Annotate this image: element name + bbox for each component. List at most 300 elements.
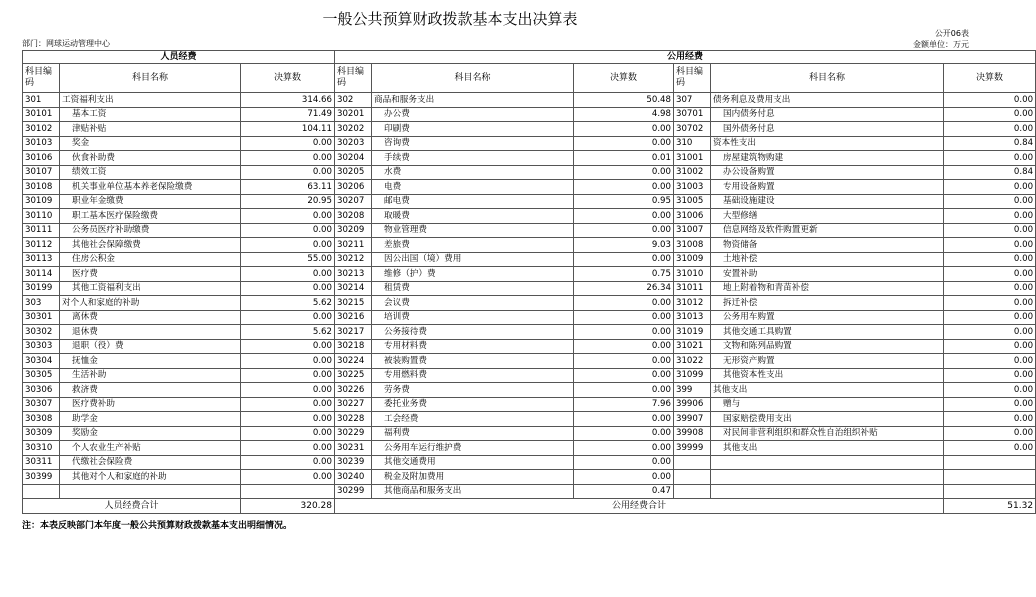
cell-code: 30217 — [335, 325, 372, 340]
cell-code: 39906 — [674, 397, 711, 412]
cell-name: 福利费 — [372, 426, 574, 441]
cell-amount: 0.00 — [944, 122, 1036, 137]
cell-name: 公务员医疗补助缴费 — [60, 223, 241, 238]
cell-name: 物资储备 — [711, 238, 944, 253]
table-row — [23, 296, 1036, 311]
cell-name: 公务用车购置 — [711, 310, 944, 325]
cell-code: 31022 — [674, 354, 711, 369]
cell-amount: 0.00 — [574, 368, 674, 383]
group-personnel: 人员经费 — [23, 51, 335, 64]
cell-amount — [944, 484, 1036, 499]
cell-code: 30106 — [23, 151, 60, 166]
table-row — [23, 484, 1036, 499]
table-row — [23, 151, 1036, 166]
cell-name: 印刷费 — [372, 122, 574, 137]
table-row — [23, 455, 1036, 470]
cell-amount: 0.00 — [574, 412, 674, 427]
cell-code: 310 — [674, 136, 711, 151]
cell-name: 手续费 — [372, 151, 574, 166]
cell-amount: 0.00 — [241, 470, 335, 485]
cell-code: 30702 — [674, 122, 711, 137]
cell-name: 维修（护）费 — [372, 267, 574, 282]
cell-amount: 0.00 — [241, 238, 335, 253]
cell-amount: 5.62 — [241, 325, 335, 340]
cell-code: 31012 — [674, 296, 711, 311]
table-row — [23, 238, 1036, 253]
unit-label: 金额单位：万元 — [913, 40, 969, 49]
cell-amount: 0.00 — [241, 223, 335, 238]
cell-name: 土地补偿 — [711, 252, 944, 267]
cell-amount: 0.01 — [574, 151, 674, 166]
header-code: 科目编码 — [674, 64, 711, 93]
cell-name: 资本性支出 — [711, 136, 944, 151]
cell-name: 取暖费 — [372, 209, 574, 224]
cell-amount: 0.00 — [241, 397, 335, 412]
cell-name: 专用材料费 — [372, 339, 574, 354]
cell-name: 住房公积金 — [60, 252, 241, 267]
cell-amount: 71.49 — [241, 107, 335, 122]
cell-name: 地上附着物和青苗补偿 — [711, 281, 944, 296]
cell-name: 培训费 — [372, 310, 574, 325]
cell-code: 30114 — [23, 267, 60, 282]
cell-amount: 0.00 — [574, 180, 674, 195]
cell-name: 其他工资福利支出 — [60, 281, 241, 296]
cell-code: 31099 — [674, 368, 711, 383]
cell-amount: 0.00 — [944, 426, 1036, 441]
cell-code: 30225 — [335, 368, 372, 383]
cell-code: 30310 — [23, 441, 60, 456]
cell-amount: 0.00 — [241, 281, 335, 296]
cell-amount: 0.00 — [944, 339, 1036, 354]
cell-amount: 0.00 — [241, 412, 335, 427]
cell-code: 31009 — [674, 252, 711, 267]
cell-amount: 0.00 — [574, 383, 674, 398]
cell-code: 31001 — [674, 151, 711, 166]
cell-code: 30227 — [335, 397, 372, 412]
cell-code: 30203 — [335, 136, 372, 151]
cell-code: 30304 — [23, 354, 60, 369]
table-row — [23, 441, 1036, 456]
personnel-total-value: 320.28 — [241, 499, 335, 514]
cell-amount: 0.00 — [574, 354, 674, 369]
cell-name: 退休费 — [60, 325, 241, 340]
cell-name: 退职（役）费 — [60, 339, 241, 354]
cell-amount: 0.00 — [574, 252, 674, 267]
expenditure-table — [22, 50, 1036, 514]
cell-code: 30240 — [335, 470, 372, 485]
header-amount: 决算数 — [944, 64, 1036, 93]
table-row — [23, 267, 1036, 282]
cell-name: 抚恤金 — [60, 354, 241, 369]
cell-name: 工资福利支出 — [60, 93, 241, 108]
table-row — [23, 107, 1036, 122]
cell-code: 30215 — [335, 296, 372, 311]
cell-amount: 0.00 — [241, 383, 335, 398]
cell-code: 30302 — [23, 325, 60, 340]
cell-amount: 0.75 — [574, 267, 674, 282]
cell-code: 30224 — [335, 354, 372, 369]
cell-name: 职工基本医疗保险缴费 — [60, 209, 241, 224]
cell-code: 30311 — [23, 455, 60, 470]
cell-name: 拆迁补偿 — [711, 296, 944, 311]
cell-amount: 0.00 — [944, 310, 1036, 325]
cell-name: 基础设施建设 — [711, 194, 944, 209]
cell-code: 30201 — [335, 107, 372, 122]
cell-code: 31013 — [674, 310, 711, 325]
cell-name: 其他对个人和家庭的补助 — [60, 470, 241, 485]
cell-code: 30231 — [335, 441, 372, 456]
table-row — [23, 383, 1036, 398]
cell-code: 30204 — [335, 151, 372, 166]
table-row — [23, 325, 1036, 340]
cell-name: 税金及附加费用 — [372, 470, 574, 485]
department-label: 部门：网球运动管理中心 — [22, 39, 110, 48]
cell-name: 救济费 — [60, 383, 241, 398]
cell-amount: 0.00 — [574, 136, 674, 151]
cell-amount: 0.00 — [944, 151, 1036, 166]
cell-code: 30110 — [23, 209, 60, 224]
cell-amount: 0.00 — [574, 455, 674, 470]
cell-name: 对个人和家庭的补助 — [60, 296, 241, 311]
public-total-value: 51.32 — [944, 499, 1036, 514]
table-row — [23, 339, 1036, 354]
cell-code: 30211 — [335, 238, 372, 253]
cell-code — [674, 484, 711, 499]
cell-amount: 7.96 — [574, 397, 674, 412]
cell-amount — [944, 455, 1036, 470]
cell-name: 其他交通费用 — [372, 455, 574, 470]
cell-amount: 0.00 — [574, 122, 674, 137]
table-row — [23, 122, 1036, 137]
table-row — [23, 165, 1036, 180]
table-row — [23, 426, 1036, 441]
cell-code: 31008 — [674, 238, 711, 253]
footnote: 注：本表反映部门本年度一般公共预算财政拨款基本支出明细情况。 — [22, 521, 293, 531]
cell-name: 劳务费 — [372, 383, 574, 398]
cell-name: 对民间非营利组织和群众性自治组织补贴 — [711, 426, 944, 441]
cell-amount: 0.00 — [944, 397, 1036, 412]
cell-code — [674, 455, 711, 470]
table-row — [23, 412, 1036, 427]
form-number: 公开06表 — [934, 29, 969, 38]
cell-code: 30216 — [335, 310, 372, 325]
header-amount: 决算数 — [574, 64, 674, 93]
cell-code: 39908 — [674, 426, 711, 441]
cell-name: 邮电费 — [372, 194, 574, 209]
cell-code: 30102 — [23, 122, 60, 137]
cell-name: 其他交通工具购置 — [711, 325, 944, 340]
cell-code: 30303 — [23, 339, 60, 354]
cell-name: 差旅费 — [372, 238, 574, 253]
cell-name: 公务用车运行维护费 — [372, 441, 574, 456]
cell-name: 委托业务费 — [372, 397, 574, 412]
cell-name: 无形资产购置 — [711, 354, 944, 369]
cell-code: 30206 — [335, 180, 372, 195]
cell-code: 31002 — [674, 165, 711, 180]
cell-code: 30299 — [335, 484, 372, 499]
cell-amount: 0.00 — [574, 296, 674, 311]
cell-name: 商品和服务支出 — [372, 93, 574, 108]
cell-name: 被装购置费 — [372, 354, 574, 369]
cell-name: 国内债务付息 — [711, 107, 944, 122]
cell-name: 安置补助 — [711, 267, 944, 282]
table-row — [23, 281, 1036, 296]
cell-amount: 4.98 — [574, 107, 674, 122]
cell-amount — [241, 484, 335, 499]
cell-code: 30239 — [335, 455, 372, 470]
cell-amount: 0.84 — [944, 165, 1036, 180]
cell-name: 物业管理费 — [372, 223, 574, 238]
cell-code: 30228 — [335, 412, 372, 427]
cell-code: 39999 — [674, 441, 711, 456]
cell-code: 31011 — [674, 281, 711, 296]
cell-amount — [944, 470, 1036, 485]
cell-name: 其他支出 — [711, 383, 944, 398]
cell-name — [711, 484, 944, 499]
cell-code: 31003 — [674, 180, 711, 195]
cell-amount: 0.00 — [944, 383, 1036, 398]
cell-code: 30202 — [335, 122, 372, 137]
header-name: 科目名称 — [711, 64, 944, 93]
cell-code: 30229 — [335, 426, 372, 441]
cell-code: 31007 — [674, 223, 711, 238]
cell-amount: 314.66 — [241, 93, 335, 108]
cell-name: 咨询费 — [372, 136, 574, 151]
cell-name: 因公出国（境）费用 — [372, 252, 574, 267]
cell-amount: 0.00 — [944, 368, 1036, 383]
cell-code: 31010 — [674, 267, 711, 282]
table-row — [23, 223, 1036, 238]
cell-name — [711, 470, 944, 485]
cell-code: 30308 — [23, 412, 60, 427]
cell-name: 会议费 — [372, 296, 574, 311]
table-row — [23, 310, 1036, 325]
cell-code: 30301 — [23, 310, 60, 325]
cell-amount: 0.00 — [574, 426, 674, 441]
cell-name: 水费 — [372, 165, 574, 180]
cell-name: 助学金 — [60, 412, 241, 427]
cell-name: 电费 — [372, 180, 574, 195]
cell-amount: 0.00 — [574, 325, 674, 340]
cell-amount: 0.00 — [944, 325, 1036, 340]
cell-amount: 0.00 — [944, 107, 1036, 122]
personnel-total-label: 人员经费合计 — [23, 499, 241, 514]
cell-amount: 0.00 — [944, 194, 1036, 209]
cell-name: 其他资本性支出 — [711, 368, 944, 383]
cell-code: 30108 — [23, 180, 60, 195]
cell-amount: 0.00 — [944, 238, 1036, 253]
cell-amount: 0.00 — [241, 209, 335, 224]
table-row — [23, 354, 1036, 369]
cell-name: 其他商品和服务支出 — [372, 484, 574, 499]
cell-amount: 9.03 — [574, 238, 674, 253]
cell-code: 30207 — [335, 194, 372, 209]
cell-name: 职业年金缴费 — [60, 194, 241, 209]
cell-name: 其他社会保障缴费 — [60, 238, 241, 253]
cell-amount: 0.00 — [944, 223, 1036, 238]
cell-amount: 0.00 — [241, 310, 335, 325]
cell-amount: 0.95 — [574, 194, 674, 209]
cell-name: 绩效工资 — [60, 165, 241, 180]
header-amount: 决算数 — [241, 64, 335, 93]
cell-name: 专用燃料费 — [372, 368, 574, 383]
cell-amount: 0.00 — [944, 93, 1036, 108]
cell-name: 奖励金 — [60, 426, 241, 441]
cell-code: 30103 — [23, 136, 60, 151]
cell-name — [711, 455, 944, 470]
cell-name: 租赁费 — [372, 281, 574, 296]
cell-name: 债务利息及费用支出 — [711, 93, 944, 108]
cell-name: 其他支出 — [711, 441, 944, 456]
table-row — [23, 368, 1036, 383]
cell-amount: 104.11 — [241, 122, 335, 137]
cell-code: 30113 — [23, 252, 60, 267]
cell-amount: 0.00 — [241, 151, 335, 166]
cell-amount: 0.00 — [574, 223, 674, 238]
cell-amount: 0.00 — [944, 267, 1036, 282]
table-body — [23, 93, 1036, 499]
cell-amount: 0.00 — [241, 354, 335, 369]
table-row — [23, 209, 1036, 224]
cell-code: 30212 — [335, 252, 372, 267]
cell-code: 307 — [674, 93, 711, 108]
cell-name: 赠与 — [711, 397, 944, 412]
cell-code: 31006 — [674, 209, 711, 224]
cell-code: 30213 — [335, 267, 372, 282]
cell-amount: 0.00 — [241, 165, 335, 180]
cell-name: 奖金 — [60, 136, 241, 151]
cell-amount: 55.00 — [241, 252, 335, 267]
table-row — [23, 194, 1036, 209]
cell-name: 医疗费补助 — [60, 397, 241, 412]
cell-code: 30109 — [23, 194, 60, 209]
cell-name: 国家赔偿费用支出 — [711, 412, 944, 427]
cell-code: 30208 — [335, 209, 372, 224]
cell-code: 39907 — [674, 412, 711, 427]
cell-amount: 0.00 — [241, 455, 335, 470]
cell-name: 医疗费 — [60, 267, 241, 282]
cell-amount: 0.00 — [241, 339, 335, 354]
table-row — [23, 93, 1036, 108]
cell-amount: 0.00 — [241, 136, 335, 151]
cell-name — [60, 484, 241, 499]
cell-name: 基本工资 — [60, 107, 241, 122]
cell-code: 30399 — [23, 470, 60, 485]
cell-code: 30101 — [23, 107, 60, 122]
cell-code: 30306 — [23, 383, 60, 398]
cell-amount: 0.00 — [241, 368, 335, 383]
cell-code: 30107 — [23, 165, 60, 180]
cell-name: 伙食补助费 — [60, 151, 241, 166]
cell-code: 30199 — [23, 281, 60, 296]
cell-amount: 0.00 — [944, 354, 1036, 369]
cell-code: 399 — [674, 383, 711, 398]
cell-code: 301 — [23, 93, 60, 108]
cell-name: 信息网络及软件购置更新 — [711, 223, 944, 238]
group-public: 公用经费 — [335, 51, 1036, 64]
cell-name: 生活补助 — [60, 368, 241, 383]
header-code: 科目编码 — [335, 64, 372, 93]
cell-name: 办公设备购置 — [711, 165, 944, 180]
cell-amount: 0.00 — [944, 441, 1036, 456]
table-row — [23, 470, 1036, 485]
cell-amount: 0.00 — [944, 252, 1036, 267]
cell-name: 公务接待费 — [372, 325, 574, 340]
cell-code — [23, 484, 60, 499]
cell-amount: 0.84 — [944, 136, 1036, 151]
table-row — [23, 252, 1036, 267]
cell-amount: 0.00 — [241, 267, 335, 282]
cell-name: 国外债务付息 — [711, 122, 944, 137]
cell-amount: 0.00 — [241, 426, 335, 441]
cell-amount: 0.00 — [241, 441, 335, 456]
cell-code: 30226 — [335, 383, 372, 398]
cell-name: 机关事业单位基本养老保险缴费 — [60, 180, 241, 195]
cell-amount: 5.62 — [241, 296, 335, 311]
cell-code: 30205 — [335, 165, 372, 180]
cell-amount: 0.00 — [944, 412, 1036, 427]
cell-code: 30218 — [335, 339, 372, 354]
cell-amount: 26.34 — [574, 281, 674, 296]
cell-amount: 0.00 — [944, 281, 1036, 296]
cell-amount: 0.00 — [574, 470, 674, 485]
cell-code: 30305 — [23, 368, 60, 383]
cell-code: 31005 — [674, 194, 711, 209]
header-code: 科目编码 — [23, 64, 60, 93]
cell-name: 大型修缮 — [711, 209, 944, 224]
cell-code: 302 — [335, 93, 372, 108]
cell-code — [674, 470, 711, 485]
cell-amount: 0.00 — [944, 296, 1036, 311]
cell-code: 30214 — [335, 281, 372, 296]
cell-name: 津贴补贴 — [60, 122, 241, 137]
public-total-label: 公用经费合计 — [335, 499, 944, 514]
table-row — [23, 180, 1036, 195]
cell-code: 31021 — [674, 339, 711, 354]
cell-amount: 20.95 — [241, 194, 335, 209]
cell-code: 303 — [23, 296, 60, 311]
cell-name: 个人农业生产补贴 — [60, 441, 241, 456]
cell-code: 30112 — [23, 238, 60, 253]
cell-amount: 0.00 — [574, 209, 674, 224]
cell-name: 离休费 — [60, 310, 241, 325]
cell-amount: 0.47 — [574, 484, 674, 499]
cell-code: 31019 — [674, 325, 711, 340]
cell-amount: 0.00 — [574, 339, 674, 354]
cell-name: 代缴社会保险费 — [60, 455, 241, 470]
cell-code: 30111 — [23, 223, 60, 238]
page-title: 一般公共预算财政拨款基本支出决算表 — [322, 10, 578, 28]
totals-row — [23, 499, 1036, 514]
cell-amount: 0.00 — [944, 180, 1036, 195]
cell-name: 工会经费 — [372, 412, 574, 427]
table-row — [23, 136, 1036, 151]
cell-amount: 0.00 — [574, 310, 674, 325]
cell-amount: 0.00 — [574, 441, 674, 456]
table-row — [23, 397, 1036, 412]
cell-name: 房屋建筑物购建 — [711, 151, 944, 166]
header-name: 科目名称 — [60, 64, 241, 93]
header-name: 科目名称 — [372, 64, 574, 93]
cell-amount: 63.11 — [241, 180, 335, 195]
cell-code: 30309 — [23, 426, 60, 441]
cell-code: 30307 — [23, 397, 60, 412]
cell-amount: 50.48 — [574, 93, 674, 108]
cell-amount: 0.00 — [944, 209, 1036, 224]
cell-code: 30209 — [335, 223, 372, 238]
cell-code: 30701 — [674, 107, 711, 122]
cell-amount: 0.00 — [574, 165, 674, 180]
